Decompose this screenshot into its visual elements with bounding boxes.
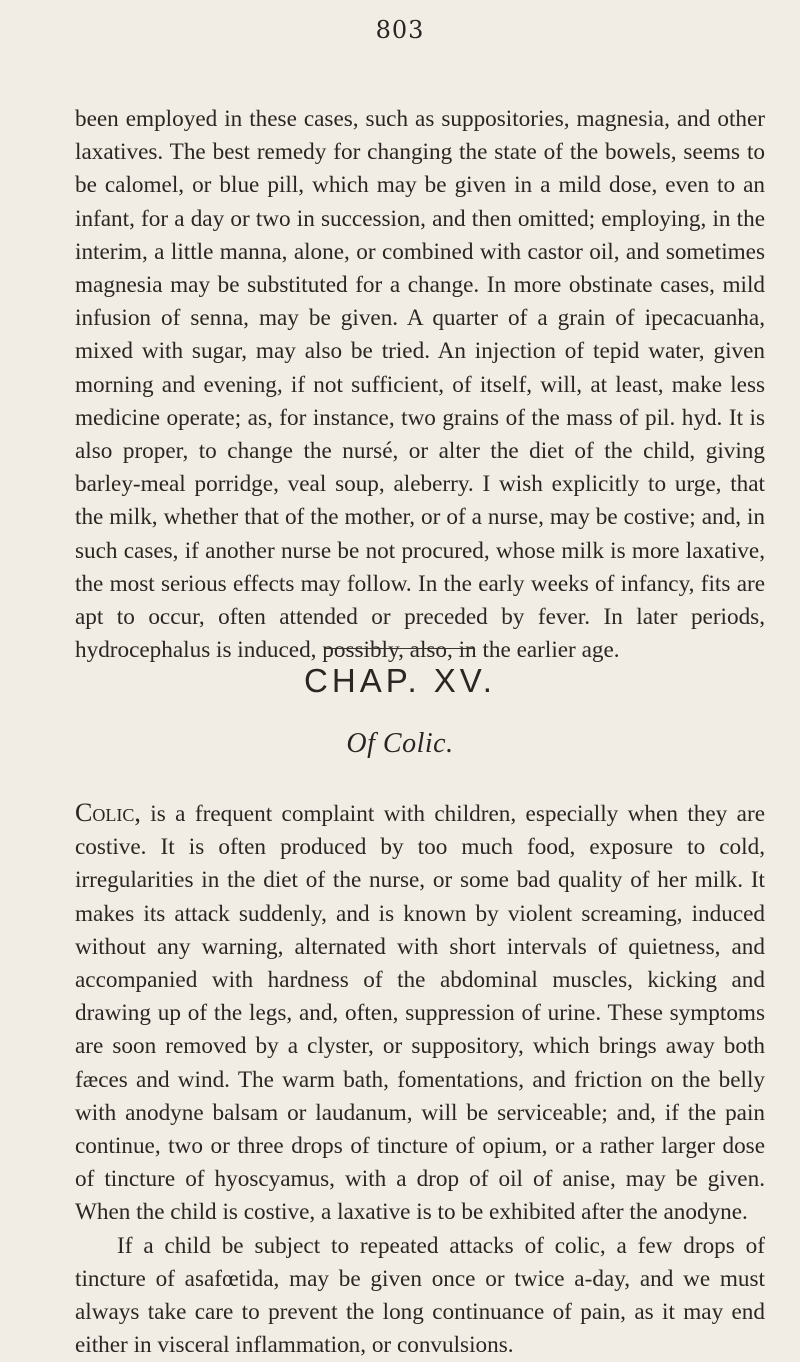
chapter-heading: CHAP. XV. [304, 662, 496, 699]
paragraph-colic-text: is a frequent complaint with children, especially when they are costive. It is often produced by too much food, exposure to cold, irregularities in the diet of the nurse, or some bad quality of her milk. It makes its attack suddenly, and is known by violent screaming, induced without any warning, alternated with short intervals of quietness, and accompanied with hardness of the abdominal muscles, kicking and drawing up of the legs, and, often, suppression of urine. These symptoms are soon removed by a clyster, or suppository, which brings away both fæces and wind. The warm bath, fomentations, and friction on the belly with anodyne balsam or laudanum, will be serviceable; and, if the pain continue, two or three drops of tincture of opium, or a rather larger dose of tincture of hyoscyamus, with a drop of oil of anise, may be given. When the child is costive, a laxative is to be exhibited after the anodyne. [75, 801, 765, 1226]
page-number: 803 [375, 16, 425, 44]
section-divider [325, 648, 475, 649]
body-text-chapter [75, 796, 765, 1362]
paragraph-lead-word: Colic, [75, 798, 141, 827]
paragraph-repeated-attacks: If a child be subject to repeated attacks of colic, a few drops of tincture of asafœtida, may be given once or twice a-day, and we must always take care to prevent the long continuance of pain, as it may end either in visceral inflammation, or convulsions. [75, 1232, 765, 1359]
body-text-top [75, 103, 765, 667]
chapter-subtitle: Of Colic. [346, 728, 454, 759]
paragraph-colic [75, 796, 765, 1230]
paragraph-continued: been employed in these cases, such as suppositories, magnesia, and other laxatives. The best remedy for changing the state of the bowels, seems to be calomel, or blue pill, which may be given in a mild dose, even to an infant, for a day or two in succession, and then omitted; employing, in the interim, a little manna, alone, or combined with castor oil, and sometimes magnesia may be substituted for a change. In more obstinate cases, mild infusion of senna, may be given. A quarter of a grain of ipecacuanha, mixed with sugar, may also be tried. An injection of tepid water, given morning and evening, if not sufficient, of itself, will, at least, make less medicine operate; as, for instance, two grains of the mass of pil. hyd. It is also proper, to change the nursé, or alter the diet of the child, giving barley-meal porridge, veal soup, aleberry. I wish explicitly to urge, that the milk, whether that of the mother, or of a nurse, may be costive; and, in such cases, if another nurse be not procured, whose milk is more laxative, the most serious effects may follow. In the early weeks of infancy, fits are apt to occur, often attended or preceded by fever. In later periods, hydrocephalus is induced, possibly, also, in the earlier age. [75, 106, 765, 664]
